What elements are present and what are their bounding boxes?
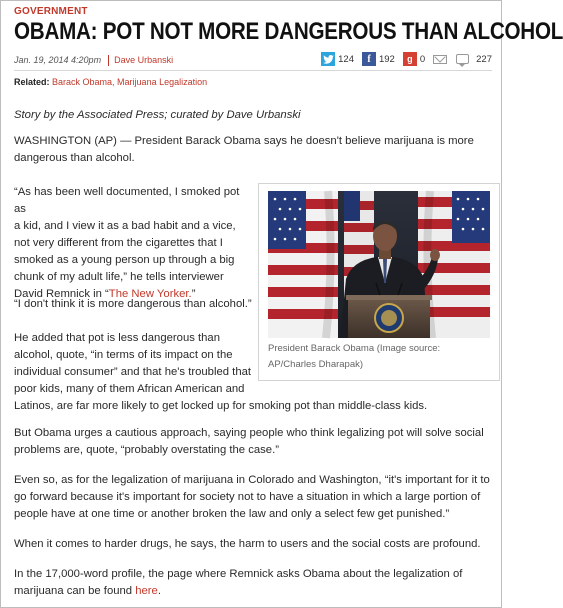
comments-count: 227 [476,53,492,65]
paragraph-4-line: He added that pot is less dangerous than [14,332,220,344]
paragraph-5: But Obama urges a cautious approach, saying people who think legalizing pot will solve social problems are, quote, “probably overstating the case.” [14,427,484,456]
google-plus-count: 0 [419,53,426,65]
figure-caption: President Barack Obama (Image source: AP/Charles Dharapak) [268,343,441,370]
paragraph-1: WASHINGTON (AP) — President Barack Obama says he doesn't believe marijuana is more dangerous than alcohol. [14,135,474,164]
paragraph-8-text: In the 17,000-word profile, the page where Remnick asks Obama about the legalization of marijuana can be found [14,568,463,597]
paragraph-2-line: a kid, and I view it as a bad habit and a vice, [14,220,236,232]
google-plus-icon[interactable]: g [403,52,417,66]
paragraph-2-line: smoked as a young person up through a big [14,254,235,266]
twitter-icon[interactable] [321,52,335,66]
paragraph-2-line: chunk of my adult life,” he tells interviewer [14,271,224,283]
related-links[interactable]: Barack Obama, Marijuana Legalization [52,77,208,87]
quote-mark: ” [191,288,196,300]
author-link[interactable]: Dave Urbanski [114,55,174,65]
paragraph-8-end: . [157,585,161,597]
paragraph-2 [14,184,254,303]
paragraph-2-line: not very different from the cigarettes that I [14,237,223,249]
paragraph-2-line: “As has been well documented, I smoked pot as [14,186,240,215]
new-yorker-link[interactable]: The New Yorker. [108,288,192,300]
paragraph-4-line: Latinos, are far more likely to get locked up for smoking pot than middle-class kids. [14,400,428,412]
article-meta [14,50,492,71]
article-figure [258,183,500,381]
article-headline: OBAMA: POT NOT MORE DANGEROUS THAN ALCOHOL [14,18,563,45]
paragraph-2-line: David Remnick in “ [14,288,109,300]
publish-date: Jan. 19, 2014 4:20pm [14,55,102,65]
paragraph-7: When it comes to harder drugs, he says, the harm to users and the social costs are profound. [14,538,481,550]
facebook-icon[interactable]: f [362,52,376,66]
facebook-count: 192 [378,53,395,65]
section-label[interactable]: GOVERNMENT [14,6,88,17]
paragraph-8 [14,566,492,600]
share-bar [321,52,492,66]
obama-podium-photo [268,191,490,338]
paragraph-4-line: alcohol, quote, “in terms of its impact on the [14,349,233,361]
comment-icon[interactable] [456,54,469,64]
related-topics [14,77,492,91]
article [14,6,563,597]
profile-here-link[interactable]: here [135,585,158,597]
paragraph-6: Even so, as for the legalization of marijuana in Colorado and Washington, “it's important for it to go forward because it's important for society not to have a situation in which a large portion of people have at one time or another broken the law and only a select few get punished.” [14,474,490,520]
meta-divider [108,55,109,66]
paragraph-4-line: poor kids, many of them African American and [14,383,245,395]
paragraph-4-line: individual consumer” and that he's troubled that [14,366,252,378]
paragraph-3: “I don't think it is more dangerous than alcohol.” [14,298,252,310]
story-byline: Story by the Associated Press; curated by Dave Urbanski [14,109,301,121]
related-label: Related: [14,77,50,87]
twitter-count: 124 [338,53,354,65]
email-icon[interactable] [433,55,447,64]
